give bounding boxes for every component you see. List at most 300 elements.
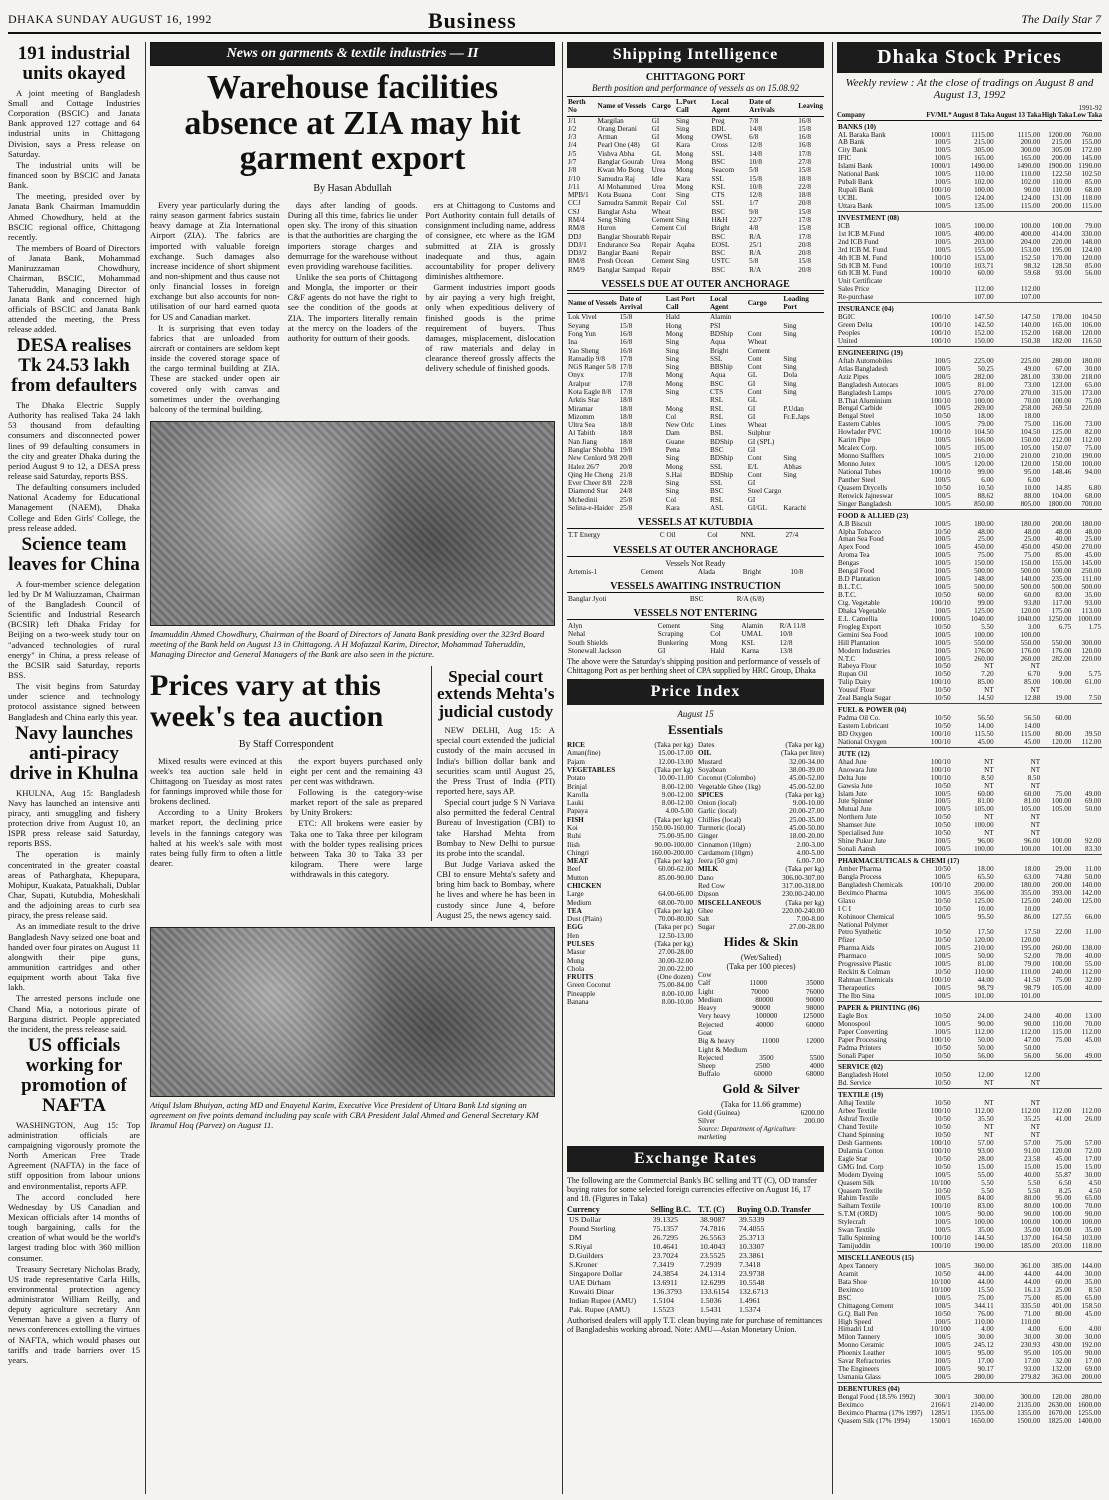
table-cell: RSL [709,404,724,413]
price-item: Ruhi [567,832,581,841]
stock-cell: 760.00 [1081,130,1101,139]
kutubdia-table [567,531,824,539]
awaiting-table [567,595,824,603]
price-value: 7.00-8.00 [796,915,824,924]
stock-cell: 10/50 [934,1051,951,1060]
stock-cell: 150.00 [974,336,994,345]
table-cell: 39.1325 [652,1215,678,1225]
stock-cell: 144.50 [974,1234,994,1243]
stock-cell: 65.00 [1085,1293,1101,1302]
stock-cell: 124.00 [1020,194,1041,203]
paragraph: Mixed results were evinced at this week's tea auction sale held in Chittagong on Tuesday as most rates for fannings improved while those for brokens declined. [150,755,283,807]
stock-cell: 100/5 [934,201,951,210]
table-cell: 14/8 [749,124,762,133]
table-cell [747,313,783,322]
stock-cell: 153.00 [1020,245,1041,254]
stock-cell: 75.00 [1085,444,1101,453]
stock-cell: 60.00 [1024,789,1041,798]
story-navy [8,724,140,1034]
stock-cell: 100/5 [934,944,951,953]
anchorage-table [567,293,824,512]
stock-cell: BGIC [838,313,855,322]
price-item: Masur [567,948,586,957]
stock-cell: 105.00 [1020,444,1041,453]
table-cell: BSC [711,249,726,258]
table-cell: 10.4043 [699,1242,726,1252]
stock-cell: 102.50 [1081,170,1101,179]
stock-group-label: MISCELLANEOUS (15) [837,1252,1102,1263]
stock-cell: 176.00 [1020,646,1041,655]
stock-cell: BSC [838,1293,852,1302]
stock-cell: 70.00 [1085,1019,1101,1028]
table-cell: J/4 [568,141,577,150]
anchorage-row [567,355,824,363]
stock-cell: 98.79 [977,984,994,993]
kutubdia-row [567,531,824,539]
table-cell: Mong [710,638,728,647]
stock-cell: 59.68 [1024,269,1041,278]
price-row [567,948,693,956]
stock-cell: 79.00 [977,420,994,429]
stock-cell: 101.00 [1020,991,1041,1000]
table-cell: 26.7295 [652,1233,678,1243]
exchange-row [567,1269,824,1278]
stock-row [837,846,1102,854]
stock-cell: 150.07 [1051,444,1072,453]
table-cell: 22/8 [619,479,633,488]
stock-cell: 225.00 [1020,356,1041,365]
table-cell: Mong [665,462,683,471]
stock-cell: 5.50 [1027,1178,1041,1187]
column-header: Leaving [797,97,824,117]
table-cell: Steel Cargo [747,487,782,496]
table-cell: Kota Buana [597,191,632,200]
table-cell: Ever Cheer 8/8 [568,479,612,488]
stock-cell: 200.00 [1051,201,1072,210]
exchange-row [567,1287,824,1296]
column-header: Buying O.D. Transfer [737,1205,824,1215]
stock-cell: Rahman Chemicals [838,976,894,985]
stock-cell: Bengal Food [838,567,875,576]
stock-cell: Himadri Ltd [838,1325,874,1334]
stock-row [837,469,1102,477]
stock-cell: 28.00 [977,1154,994,1163]
stock-cell: 100/10 [930,1146,951,1155]
stock-cell: 100/5 [934,991,951,1000]
table-cell: Cont [747,470,762,479]
stock-cell: 100/5 [934,837,951,846]
stock-cell: 100/10 [930,757,951,766]
headline: 191 industrial units okayed [17,43,131,84]
price-index-banner: Price Index [567,679,824,705]
table-cell: J/3 [568,133,577,142]
stock-cell: 39.50 [1085,729,1101,738]
table-cell: Kwan Mo Bong [597,166,644,175]
table-cell: Bright [711,224,730,233]
price-item: Mustard [698,757,722,766]
stock-cell: 152.50 [1020,253,1041,262]
market-column [562,42,824,1494]
stock-cell: 80.00 [1024,1194,1041,1203]
stock-cell: 200.00 [1051,880,1072,889]
price-value: 64.00-66.00 [658,890,693,899]
price-item: Sugar [698,923,715,932]
stock-column [832,42,1102,1494]
stock-cell: 100/5 [934,872,951,881]
stock-cell: 92.00 [1085,837,1101,846]
stock-cell: National Tubes [838,467,882,476]
stock-cell: 210.00 [974,452,994,461]
stock-cell: Aziz Pipes [838,372,869,381]
stock-row [837,405,1102,413]
stock-cell: 180.00 [974,519,994,528]
price-row [567,865,693,873]
table-cell: J/5 [568,149,577,158]
table-cell: Sing [783,470,797,479]
stock-cell: 40.00 [1085,984,1101,993]
stock-cell: 131.00 [1051,194,1072,203]
stock-cell: 240.00 [1051,896,1072,905]
table-cell: Sing [665,454,679,463]
table-cell: 7.3418 [739,1260,761,1270]
stock-row [837,1311,1102,1319]
stock-cell: Apex Tannery [838,1261,879,1270]
paragraph: ers at Chittagong to Customs and Port Authority contain full details of consignment including name, address of consignee, etc where as the IGM submitted at ZIA is grossly inadequate and thus, again accountability for proper delivery diminishes altthemore. [425,200,555,282]
stock-cell: 57.00 [977,1138,994,1147]
stock-cell: 10/50 [934,1079,951,1088]
stock-cell: 10/50 [934,722,951,731]
table-cell: 1.5431 [699,1305,722,1315]
table-cell: PSI [709,321,721,330]
stock-cell: 175.00 [1051,606,1072,615]
table-cell: 18/8 [619,396,633,405]
table-cell: 17/8 [619,388,633,396]
stock-row [837,814,1102,822]
story-body [8,400,140,533]
stock-cell: 66.00 [1085,912,1101,921]
stock-cell: 49.00 [1024,364,1041,373]
price-value: 80000 [755,995,774,1004]
stock-cell: 12.00 [977,1071,994,1080]
price-value: 18.00-20.00 [789,832,824,841]
price-item: MISCELLANEOUS [698,898,762,907]
hides-unit: (Taka per 100 pieces) [726,961,796,971]
table-cell: 27/4 [785,531,799,540]
stock-cell: 110.00 [1020,170,1041,179]
stock-cell: 1355.00 [970,1408,994,1417]
table-cell: BDL [711,124,726,133]
price-row [567,874,693,882]
paragraph: The accord concluded here Wednesday by US Canadian and Mexican officials after 14 months of tough bargaining, calls for the creation of what would be the world's largest trading bloc with 360 million consumer. [8,1191,140,1263]
stock-cell: Stylecraft [838,1218,866,1227]
stock-cell: 68.00 [1085,491,1101,500]
table-cell: 1.5036 [699,1296,722,1306]
stock-cell: 195.00 [1051,245,1072,254]
stock-cell: NT [984,1099,994,1108]
table-cell: 17/8 [619,379,633,388]
stock-cell: B.T.C. [838,591,857,600]
table-cell [747,322,783,330]
table-cell: Margilan [597,116,624,125]
stock-cell: 100.00 [974,845,994,854]
table-cell: CCJ [568,199,581,208]
price-value: (Taka per kg) [654,741,693,750]
table-cell: UMAL [741,630,763,639]
price-value: 75.00-95.00 [658,832,693,841]
stock-cell: 11.00 [1085,928,1101,937]
table-cell [675,266,710,274]
stock-group-row [837,509,1102,520]
stock-cell: Beximco Pharma [838,888,888,897]
stock-cell: 355.00 [1020,888,1041,897]
stock-cell: 110.00 [974,170,994,179]
stock-cell: 3rd ICB M. Fund [838,245,888,254]
price-row [567,882,693,890]
stock-cell: 75.00 [977,1293,994,1302]
stock-cell: 105.00 [1020,805,1041,814]
stock-cell: NT [1030,765,1041,774]
price-row [698,988,824,996]
stock-cell: 100/10 [930,1234,951,1243]
table-cell: BSC [709,379,724,388]
stock-cell: Mutual Jute [838,805,872,814]
stock-cell: 269.50 [1051,404,1072,413]
stock-cell: 35.00 [1085,591,1101,600]
price-item: Red Cow [698,881,725,890]
price-item: Coconut (Colombo) [698,774,756,783]
stock-cell: 100/5 [934,646,951,655]
stock-cell: 280.00 [974,1373,994,1382]
stock-cell: 25.00 [1085,535,1101,544]
stock-cell: 147.50 [974,313,994,322]
stock-row [837,501,1102,509]
price-row [698,979,824,987]
stock-cell: Rahim Textile [838,1194,879,1203]
column-header: Date of Arrival [619,293,665,313]
column-header: August 8 Taka [952,112,995,119]
stock-cell: 2630.00 [1048,1400,1072,1409]
berth-row [567,158,824,166]
stock-cell: 210.00 [974,944,994,953]
price-item: RICE [567,741,585,750]
table-cell: GI [747,479,756,488]
stock-cell: 49.00 [1085,789,1101,798]
stock-group-label: TEXTILE (19) [837,1089,1102,1100]
stock-cell: 235.00 [1051,575,1072,584]
table-cell: Hald [710,646,725,655]
price-value: (Taka per pc) [654,923,693,932]
stock-cell: 1900.00 [1048,162,1072,171]
stock-cell: Progressive Plastic [838,960,892,969]
table-cell: 18/8 [798,191,811,200]
stock-cell: 80.00 [1055,729,1072,738]
stock-cell: 100/10 [930,729,951,738]
stock-cell: 200.00 [1051,154,1072,163]
table-cell: 15/8 [798,224,811,233]
price-row [698,899,824,907]
stock-cell: Islami Bank [838,162,873,171]
table-cell: Sing [675,191,690,200]
stock-cell: Yousuf Flour [838,686,876,695]
stock-cell: 75.00 [1055,789,1072,798]
stock-cell: 550.00 [974,638,994,647]
table-cell: US Dollar [569,1215,601,1225]
stock-cell: 30.00 [1024,1333,1041,1342]
price-value: 6200.00 [800,1108,824,1117]
anchorage-row [567,338,824,346]
stock-cell: 150.00 [1051,460,1072,469]
price-item: Ilish [567,840,580,849]
anchorage-row [567,380,824,388]
stock-cell: 100/10 [930,1035,951,1044]
stock-cell: 85.00 [1085,261,1101,270]
stock-cell: 56.50 [977,714,994,723]
table-cell: Wheat [651,207,671,216]
price-value: (Taka per kg) [654,766,693,775]
stock-row [837,679,1102,687]
table-cell [675,249,710,257]
stock-cell: 258.00 [1020,404,1041,413]
stock-cell: 1200.00 [1048,130,1072,139]
price-value: 15.00-17.00 [658,749,693,758]
stock-cell: 100.00 [1081,1218,1101,1227]
stock-cell: Therapeutics [838,984,875,993]
table-cell: BSC [709,487,724,496]
stock-cell: 93.00 [1055,269,1072,278]
table-cell: Onyx [568,371,584,380]
stock-cell: 100/5 [934,1365,951,1374]
table-cell: Sing [675,257,690,266]
stock-cell: 10/50 [934,483,951,492]
table-cell: Artemis-1 [568,567,598,576]
stock-cell: 178.00 [1051,313,1072,322]
paragraph: The meeting, presided over by Janata Bank Chairman Imamuddin Ahmed Chowdhury, held at the BSCIC regional office, Chittagong recently. [8,191,140,242]
table-cell: Aqua [709,338,726,347]
stock-cell: Reckitt & Colman [838,968,891,977]
table-cell: 18/8 [619,421,633,430]
stock-cell: 111.00 [1082,575,1101,584]
stock-cell: 5.50 [1027,1186,1041,1195]
stock-cell: 215.00 [1051,138,1072,147]
stock-cell: 148.00 [1081,237,1101,246]
stock-cell: Eagle Star [838,1154,868,1163]
stock-cell: 5.75 [1088,670,1101,679]
stock-cell: 90.17 [977,1365,994,1374]
stock-cell: 100/5 [934,789,951,798]
stock-cell: 56.00 [1055,1051,1072,1060]
stock-cell: Bangladesh Autocars [838,380,899,389]
stock-cell: 100/5 [934,845,951,854]
exchange-row [567,1305,824,1314]
price-row [698,749,824,757]
column-header: High Taka [1041,112,1073,119]
table-cell: Col [665,412,677,421]
stock-cell: 81.00 [977,380,994,389]
price-value: 230.00-240.00 [782,890,824,899]
stock-cell: 500.00 [1020,567,1041,576]
stock-cell [1041,814,1072,822]
stock-cell: 127.55 [1051,912,1072,921]
table-cell: Bunkering [657,638,689,647]
price-item: Chillies (local) [698,815,741,824]
stock-cell: 500.00 [1051,567,1072,576]
table-cell: BSC [689,594,704,603]
stock-cell: 25.00 [1055,1285,1072,1294]
stock-cell: 344.11 [974,1301,994,1310]
paragraph: The defaulting consumers included National Academy for Educational Management (NAEM), Dhaka College and Eden Girls' College, the press release added. [8,482,140,533]
stock-cell: 100/5 [934,559,951,568]
stock-cell: 75.00 [1055,1138,1072,1147]
table-cell: Seng Shing [597,215,631,224]
stock-cell: Islam Jute [838,789,867,798]
price-row [567,774,693,782]
stock-cell: 14.50 [977,694,994,703]
stock-cell: 112.00 [1081,436,1101,445]
stock-cell: 112.00 [1081,968,1101,977]
stock-cell: 50.25 [977,364,994,373]
paragraph: Special court judge S N Variava also permitted the federal Central Bureau of Investigation (CBI) to take Harshad Mehta from Bombay to New Delhi to pursue its probe into the scandal. [436,797,555,858]
stock-cell: 12.88 [1024,694,1041,703]
stock-cell: 81.00 [1024,797,1041,806]
stock-cell: 100/10 [930,261,951,270]
stock-cell: 115.00 [1020,201,1041,210]
price-row [698,774,824,782]
stock-cell: 361.00 [1020,1261,1041,1270]
table-cell [782,347,824,355]
table-cell: Al Mohammed [597,182,642,191]
stock-cell: 400.00 [974,229,994,238]
stock-cell: 25.00 [1024,535,1041,544]
table-cell [675,233,710,241]
stock-cell: 8.50 [981,773,994,782]
table-cell: 75.1357 [652,1224,678,1234]
stock-cell: 180.00 [1020,880,1041,889]
byline: By Staff Correspondent [238,738,334,750]
story-body [437,725,555,920]
berth-row [567,249,824,257]
price-row [698,1070,824,1078]
table-cell: S.Riyal [569,1242,593,1252]
table-cell: 20/8 [798,249,811,258]
stock-cell: Beximco [838,1285,864,1294]
stock-cell: Atlas Bangladesh [838,364,888,373]
stock-cell: Chittagong Cement [838,1301,894,1310]
paragraph: According to a Unity Brokers market report, the declining price levels in the fannings category was halted at his week's sale with most rates being fully firm to often a little dearer. [150,807,283,868]
stock-cell: I C I [838,904,852,913]
anchorage-row [567,330,824,338]
table-cell: GI [651,116,660,125]
stock-cell: S.T.M (ORD) [838,1210,878,1219]
stock-cell: 65.00 [1085,1194,1101,1203]
stock-cell: NT [984,686,994,695]
stock-cell: 1500.00 [1017,1416,1041,1425]
stock-cell: 1400.00 [1077,1416,1101,1425]
stock-cell: 225.00 [974,356,994,365]
table-cell: Col [710,630,721,639]
table-cell: GI [651,133,660,142]
stock-cell: 100/10 [930,467,951,476]
stock-cell: Paper Processing [838,1035,887,1044]
stock-cell: Peoples [838,329,861,338]
table-cell: Bright [709,346,729,355]
stock-cell: 100/5 [934,475,951,484]
stock-cell: 100/10 [930,1138,951,1147]
table-cell: 22/8 [798,182,811,191]
stock-cell: 204.00 [1020,237,1041,246]
not-entering-row [567,639,824,647]
table-cell: 21/8 [619,470,633,479]
stock-cell: NT [984,781,994,790]
